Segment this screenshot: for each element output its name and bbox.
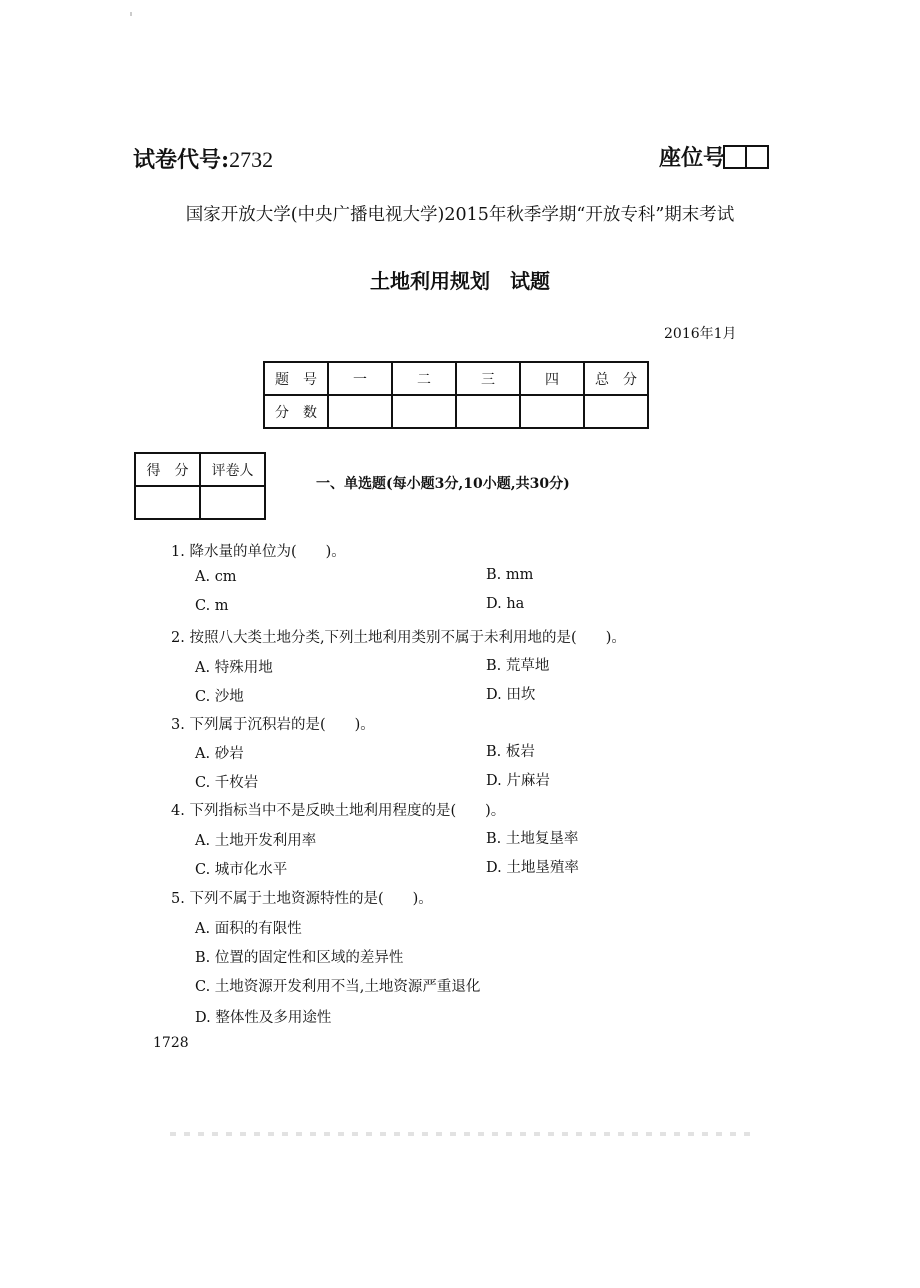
question-stem: 2. 按照八大类土地分类,下列土地利用类别不属于未利用地的是( )。 (171, 630, 626, 646)
grader-name-cell[interactable] (200, 486, 265, 519)
option-d[interactable]: D. 田坎 (486, 687, 536, 703)
score-table (263, 361, 649, 429)
option-b[interactable]: B. 位置的固定性和区域的差异性 (195, 950, 404, 966)
paper-code-number: 2732 (229, 147, 274, 172)
option-d[interactable]: D. 整体性及多用途性 (195, 1010, 332, 1026)
option-a[interactable]: A. cm (195, 569, 237, 585)
option-b[interactable]: B. 板岩 (486, 744, 535, 760)
subject-title: 土地利用规划 试题 (370, 269, 550, 293)
seat-box-2[interactable] (745, 145, 769, 169)
section-title: 一、单选题(每小题3分,10小题,共30分) (316, 476, 570, 492)
option-b[interactable]: B. 荒草地 (486, 658, 550, 674)
option-b[interactable]: B. 土地复垦率 (486, 831, 579, 847)
option-c[interactable]: C. 土地资源开发利用不当,土地资源严重退化 (195, 979, 481, 995)
option-d[interactable]: D. ha (486, 596, 525, 612)
score-table-cell: 四 (520, 362, 584, 395)
option-c[interactable]: C. m (195, 598, 229, 614)
option-a[interactable]: A. 土地开发利用率 (195, 833, 317, 849)
option-a[interactable]: A. 砂岩 (195, 746, 244, 762)
grader-score-label: 得 分 (135, 453, 200, 486)
score-cell-2[interactable] (392, 395, 456, 428)
score-table-cell: 总 分 (584, 362, 648, 395)
score-table-row-label: 分 数 (264, 395, 328, 428)
question-stem: 4. 下列指标当中不是反映土地利用程度的是( )。 (171, 803, 506, 819)
score-cell-4[interactable] (520, 395, 584, 428)
seat-box-1[interactable] (723, 145, 747, 169)
question-stem: 1. 降水量的单位为( )。 (171, 544, 346, 560)
grader-table (134, 452, 266, 520)
grader-label: 评卷人 (200, 453, 265, 486)
seat-number (659, 141, 769, 172)
score-cell-total[interactable] (584, 395, 648, 428)
score-cell-1[interactable] (328, 395, 392, 428)
seat-label: 座位号 (659, 145, 726, 171)
paper-code (133, 143, 273, 174)
option-d[interactable]: D. 片麻岩 (486, 773, 550, 789)
score-table-cell: 题 号 (264, 362, 328, 395)
scan-speck (130, 12, 132, 16)
option-c[interactable]: C. 沙地 (195, 689, 244, 705)
option-c[interactable]: C. 城市化水平 (195, 862, 288, 878)
score-table-cell: 一 (328, 362, 392, 395)
option-d[interactable]: D. 土地垦殖率 (486, 860, 579, 876)
scan-bleed-line (170, 1132, 750, 1136)
option-c[interactable]: C. 千枚岩 (195, 775, 259, 791)
exam-date: 2016年1月 (664, 326, 737, 342)
exam-title: 国家开放大学(中央广播电视大学)2015年秋季学期“开放专科”期末考试 (185, 205, 735, 225)
option-a[interactable]: A. 面积的有限性 (195, 921, 302, 937)
score-table-cell: 三 (456, 362, 520, 395)
question-stem: 5. 下列不属于土地资源特性的是( )。 (171, 891, 433, 907)
score-table-score-row (264, 395, 648, 428)
option-a[interactable]: A. 特殊用地 (195, 660, 273, 676)
grader-score-cell[interactable] (135, 486, 200, 519)
score-cell-3[interactable] (456, 395, 520, 428)
question-stem: 3. 下列属于沉积岩的是( )。 (171, 717, 375, 733)
score-table-header-row (264, 362, 648, 395)
option-b[interactable]: B. mm (486, 567, 534, 583)
paper-code-label: 试卷代号: (133, 147, 230, 173)
page-number: 1728 (153, 1035, 189, 1051)
score-table-cell: 二 (392, 362, 456, 395)
